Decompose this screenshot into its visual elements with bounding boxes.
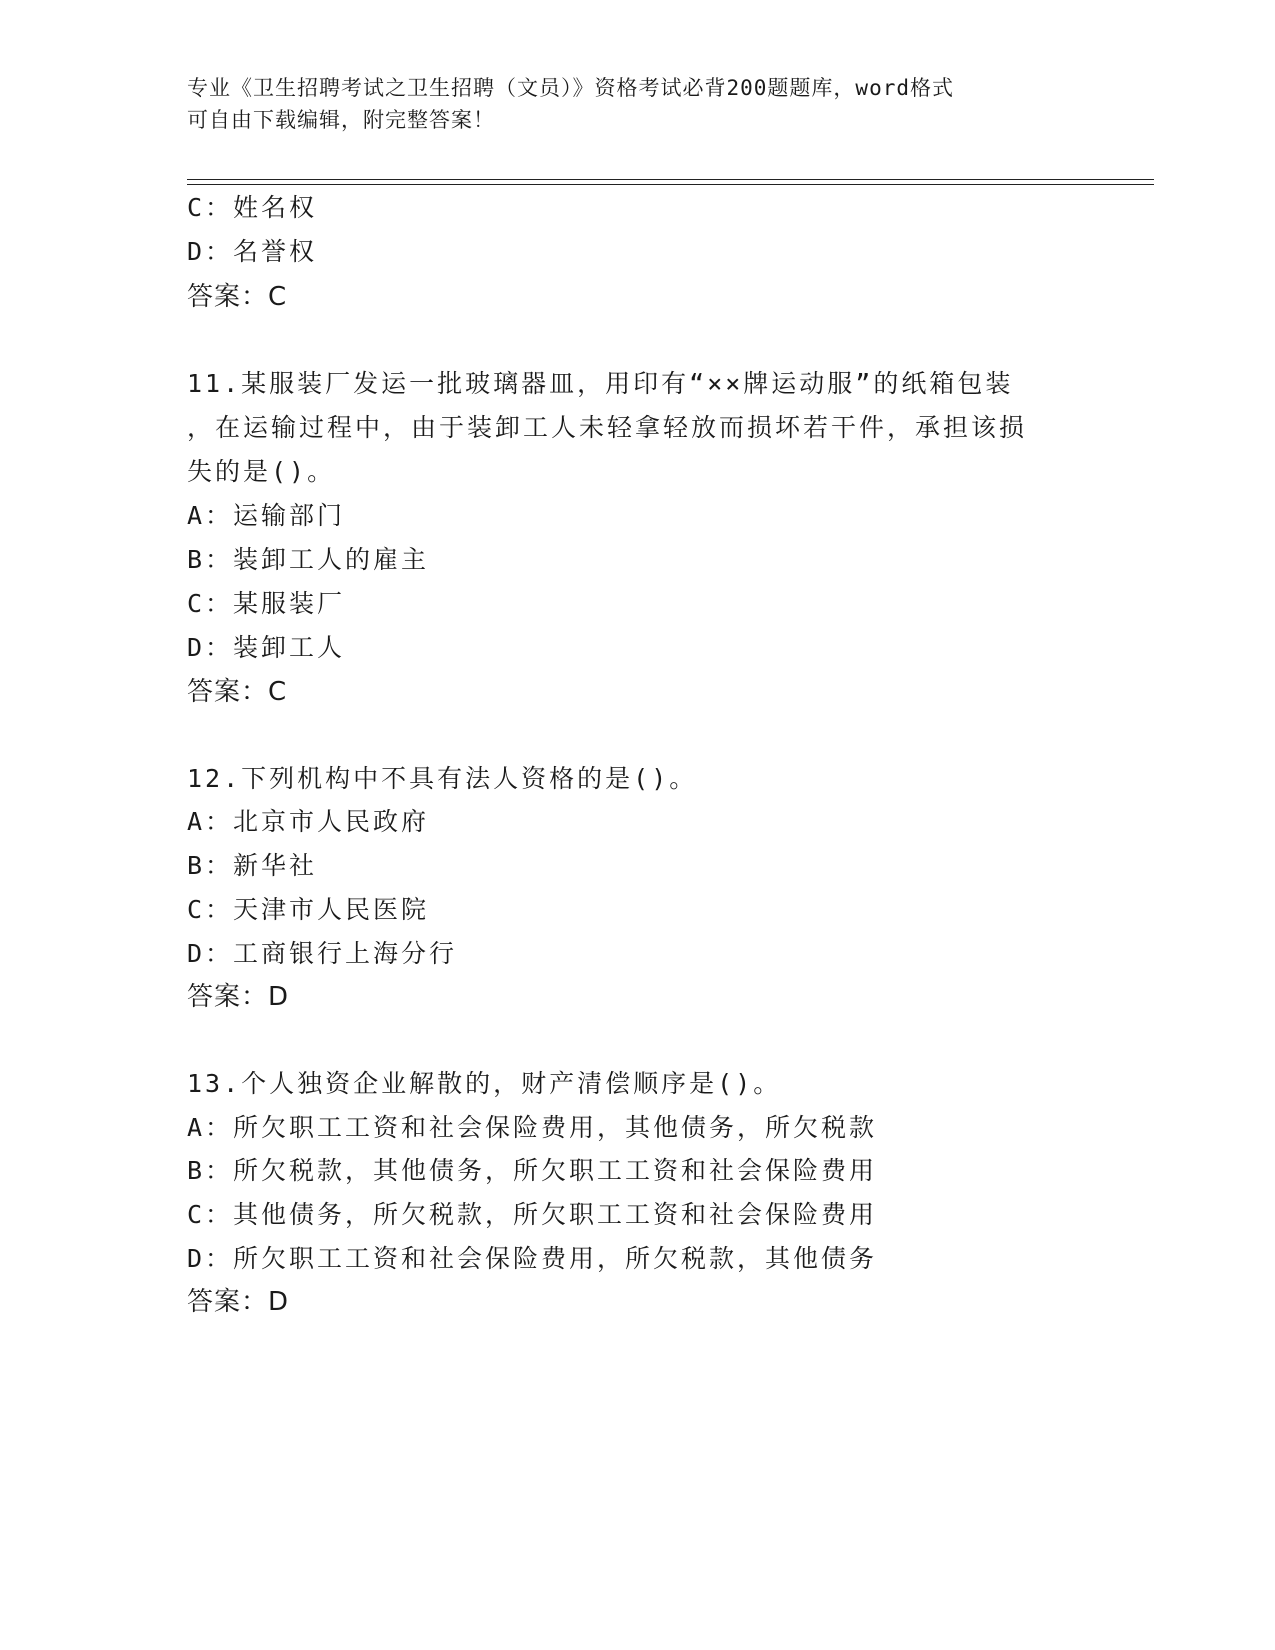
q12-option-a: A：北京市人民政府 <box>187 807 430 836</box>
header-line-1: 专业《卫生招聘考试之卫生招聘（文员）》资格考试必背200题题库，word格式 <box>187 76 954 100</box>
q11-option-b: B：装卸工人的雇主 <box>187 545 430 574</box>
q13-option-c: C：其他债务，所欠税款，所欠职工工资和社会保险费用 <box>187 1200 878 1229</box>
q11-stem-line-2: ，在运输过程中，由于装卸工人未轻拿轻放而损坏若干件，承担该损 <box>187 413 1028 442</box>
q11-option-a: A：运输部门 <box>187 501 346 530</box>
q12-option-b: B：新华社 <box>187 851 318 880</box>
q11-option-c: C：某服装厂 <box>187 589 346 618</box>
q13-stem: 13.个人独资企业解散的，财产清偿顺序是()。 <box>187 1069 782 1098</box>
header-divider-top <box>187 179 1154 180</box>
prev-answer: 答案：C <box>187 282 288 312</box>
document-header <box>187 72 1067 136</box>
q12-option-d: D：工商银行上海分行 <box>187 939 458 968</box>
q11-option-d: D：装卸工人 <box>187 633 346 662</box>
q13-option-b: B：所欠税款，其他债务，所欠职工工资和社会保险费用 <box>187 1156 878 1185</box>
q13-option-d: D：所欠职工工资和社会保险费用，所欠税款，其他债务 <box>187 1244 878 1273</box>
q11-stem-line-3: 失的是()。 <box>187 457 336 486</box>
q13-answer: 答案：D <box>187 1287 290 1317</box>
q12-option-c: C：天津市人民医院 <box>187 895 430 924</box>
q11-stem-line-1: 11.某服装厂发运一批玻璃器皿，用印有“××牌运动服”的纸箱包装 <box>187 369 1014 398</box>
header-line-2: 可自由下载编辑，附完整答案！ <box>187 108 495 132</box>
prev-option-c: C：姓名权 <box>187 193 318 222</box>
q11-answer: 答案：C <box>187 677 288 707</box>
q12-stem: 12.下列机构中不具有法人资格的是()。 <box>187 764 698 793</box>
header-divider-bottom <box>187 184 1154 185</box>
q13-option-a: A：所欠职工工资和社会保险费用，其他债务，所欠税款 <box>187 1113 878 1142</box>
prev-option-d: D：名誉权 <box>187 237 318 266</box>
q12-answer: 答案：D <box>187 982 290 1012</box>
